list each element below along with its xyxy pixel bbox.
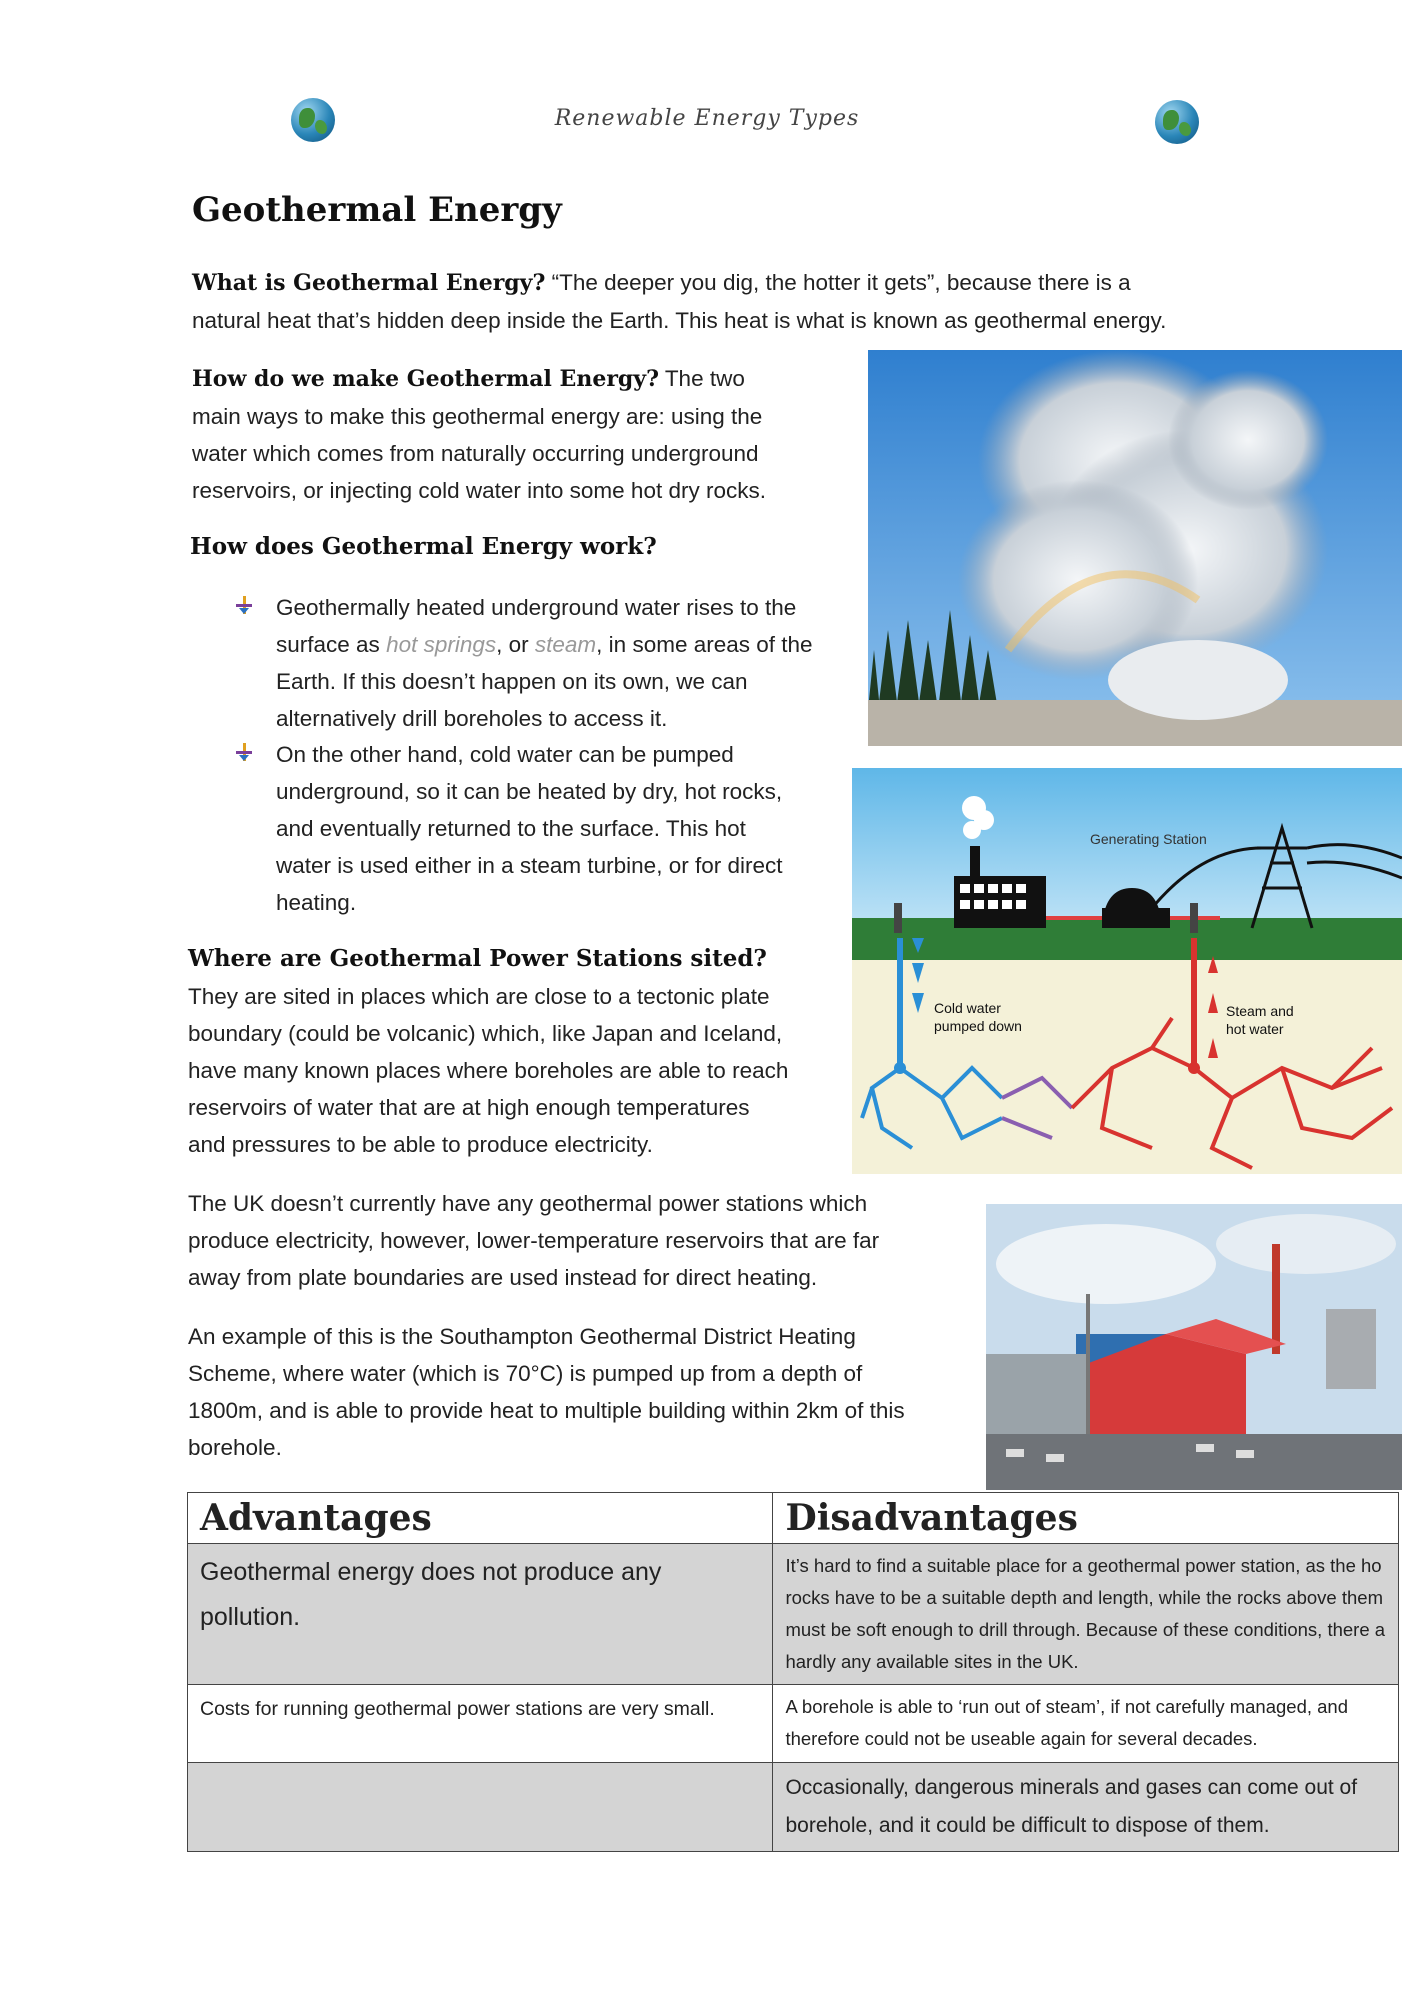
cold-water-label: Cold water bbox=[934, 1000, 1001, 1016]
disadvantage-2: A borehole is able to ‘run out of steam’, if not carefully managed, and therefore could not be useable again for several decades. bbox=[773, 1685, 1399, 1763]
uk-line2: produce electricity, however, lower-temperature reservoirs that are far bbox=[188, 1228, 880, 1253]
example-line2: Scheme, where water (which is 70°C) is pumped up from a depth of bbox=[188, 1361, 863, 1386]
advantage-2: Costs for running geothermal power stations are very small. bbox=[188, 1685, 773, 1763]
what-line2: natural heat that’s hidden deep inside the Earth. This heat is what is known as geothermal energy. bbox=[192, 308, 1167, 333]
what-line1: “The deeper you dig, the hotter it gets”, because there is a bbox=[545, 270, 1131, 295]
how-work-heading: How does Geothermal Energy work? bbox=[190, 533, 657, 560]
example-line3: 1800m, and is able to provide heat to multiple building within 2km of this bbox=[188, 1398, 905, 1423]
geothermal-diagram bbox=[852, 768, 1402, 1174]
disadvantage-3: Occasionally, dangerous minerals and gases can come out of borehole, and it could be difficult to dispose of them. bbox=[773, 1763, 1399, 1852]
where-line5: and pressures to be able to produce electricity. bbox=[188, 1132, 653, 1157]
bullet1-line2a: surface as bbox=[276, 632, 387, 657]
page-title: Geothermal Energy bbox=[192, 190, 562, 230]
what-paragraph bbox=[192, 264, 1166, 339]
where-line2: boundary (could be volcanic) which, like Japan and Iceland, bbox=[188, 1021, 783, 1046]
bullet-1 bbox=[276, 589, 813, 737]
geyser-photo bbox=[868, 350, 1402, 746]
bullet1-line4: alternatively drill boreholes to access it. bbox=[276, 706, 668, 731]
bullet-icon bbox=[233, 594, 255, 616]
bullet2-line1: On the other hand, cold water can be pumped bbox=[276, 742, 734, 767]
generating-station-label: Generating Station bbox=[1090, 831, 1207, 847]
advantages-table bbox=[187, 1492, 1399, 1852]
where-line3: have many known places where boreholes are able to reach bbox=[188, 1058, 789, 1083]
bullet2-line4: water is used either in a steam turbine, or for direct bbox=[276, 853, 783, 878]
uk-line3: away from plate boundaries are used instead for direct heating. bbox=[188, 1265, 818, 1290]
advantage-1: Geothermal energy does not produce any pollution. bbox=[188, 1544, 773, 1685]
where-line4: reservoirs of water that are at high enough temperatures bbox=[188, 1095, 750, 1120]
advantages-header: Advantages bbox=[188, 1493, 773, 1544]
bullet2-line5: heating. bbox=[276, 890, 357, 915]
how-make-lead: How do we make Geothermal Energy? bbox=[192, 366, 659, 392]
what-lead: What is Geothermal Energy? bbox=[192, 270, 546, 296]
bullet-icon bbox=[233, 741, 255, 763]
power-station-photo bbox=[986, 1204, 1402, 1490]
bullet1-line2c: , in some areas of the bbox=[596, 632, 813, 657]
steam-text: steam bbox=[534, 632, 597, 657]
where-line1: They are sited in places which are close to a tectonic plate bbox=[188, 984, 770, 1009]
uk-line1: The UK doesn’t currently have any geothermal power stations which bbox=[188, 1191, 868, 1216]
example-paragraph bbox=[188, 1318, 905, 1466]
header-title: Renewable Energy Types bbox=[554, 106, 860, 131]
bullet1-line1: Geothermally heated underground water rises to the bbox=[276, 595, 797, 620]
how-make-paragraph bbox=[192, 360, 766, 509]
steam-and-label: Steam and bbox=[1226, 1003, 1294, 1019]
bullet1-line2b: , or bbox=[496, 632, 535, 657]
example-line1: An example of this is the Southampton Geothermal District Heating bbox=[188, 1324, 856, 1349]
how-make-line3: water which comes from naturally occurring underground bbox=[192, 441, 759, 466]
bullet-2 bbox=[276, 736, 782, 921]
where-heading: Where are Geothermal Power Stations sited? bbox=[188, 945, 767, 972]
bullet2-line3: and eventually returned to the surface. This hot bbox=[276, 816, 746, 841]
disadvantage-1: It’s hard to find a suitable place for a geothermal power station, as the ho rocks have to be a suitable depth and length, while the rocks above them must be soft enough to drill through. Because of these conditions, there a hardly any available sites in the UK. bbox=[773, 1544, 1399, 1685]
uk-paragraph bbox=[188, 1185, 879, 1296]
advantage-3-empty bbox=[188, 1763, 773, 1852]
bullet1-line3: Earth. If this doesn’t happen on its own, we can bbox=[276, 669, 748, 694]
example-line4: borehole. bbox=[188, 1435, 282, 1460]
bullet2-line2: underground, so it can be heated by dry, hot rocks, bbox=[276, 779, 783, 804]
disadvantages-header: Disadvantages bbox=[773, 1493, 1399, 1544]
how-make-line4: reservoirs, or injecting cold water into some hot dry rocks. bbox=[192, 478, 766, 503]
hot-springs-text: hot springs bbox=[386, 632, 497, 657]
hot-water-label: hot water bbox=[1226, 1021, 1284, 1037]
how-make-line1: The two bbox=[658, 366, 745, 391]
pumped-down-label: pumped down bbox=[934, 1018, 1022, 1034]
where-paragraph bbox=[188, 978, 788, 1163]
how-make-line2: main ways to make this geothermal energy are: using the bbox=[192, 404, 763, 429]
